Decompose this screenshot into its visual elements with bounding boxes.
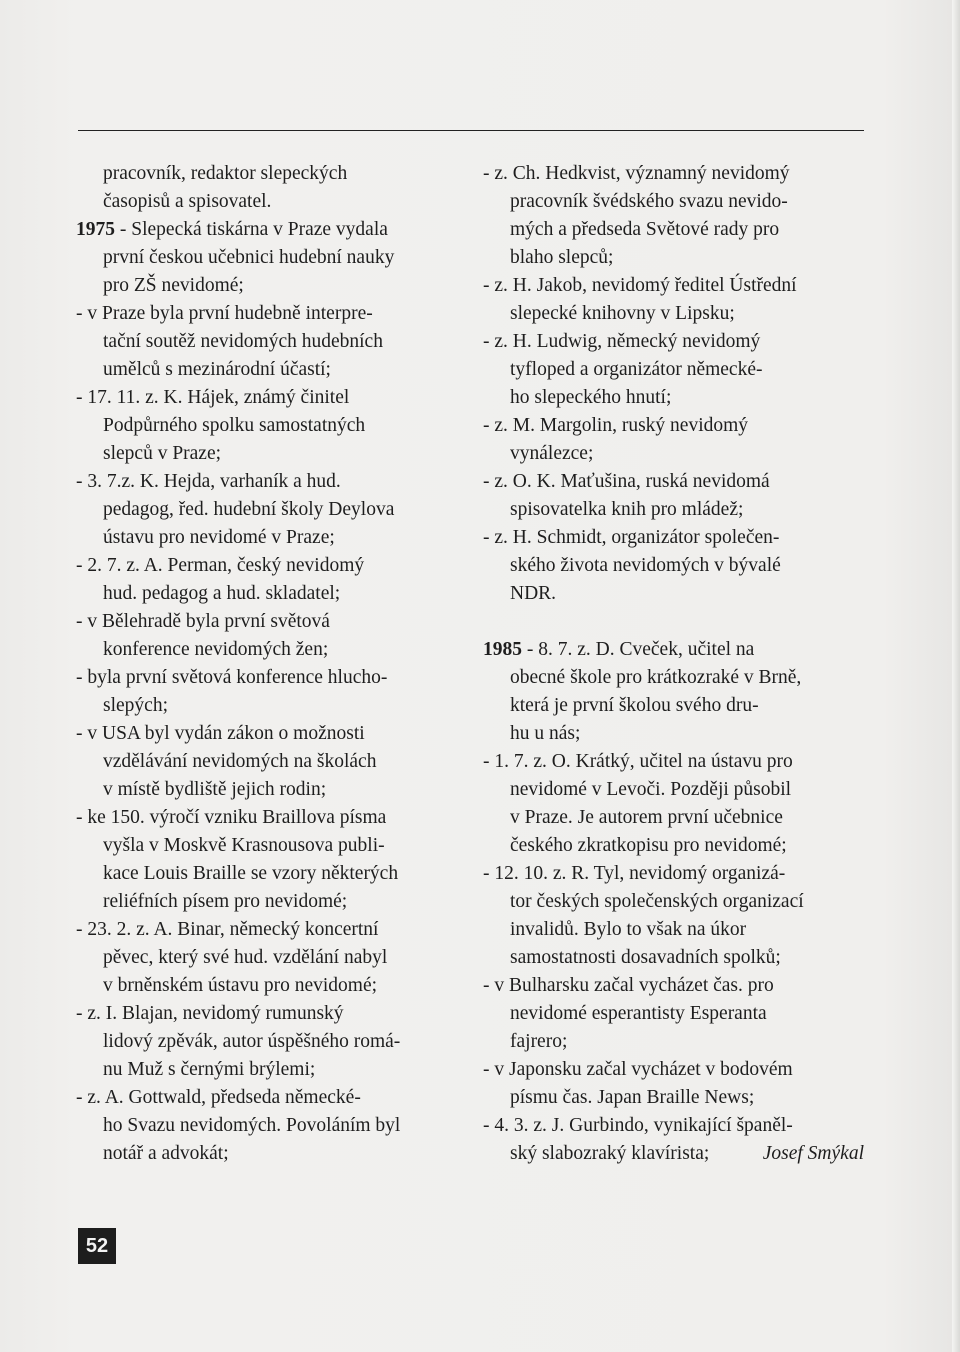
- entry-line: samostatnosti dosavadních spolků;: [510, 947, 781, 968]
- entry-line: slepých;: [103, 695, 168, 716]
- entry-line: vynálezce;: [510, 443, 594, 464]
- entry-line: vzdělávání nevidomých na školách: [103, 751, 377, 772]
- entry-line: NDR.: [510, 583, 557, 604]
- entry-line: kace Louis Braille se vzory některých: [103, 863, 399, 884]
- chronology-entry: [76, 804, 476, 916]
- entry-line: hud. pedagog a hud. skladatel;: [103, 583, 341, 604]
- entry-line: ho slepeckého hnutí;: [510, 387, 672, 408]
- chronology-entry: [76, 608, 476, 664]
- entry-line: - z. H. Schmidt, organizátor společen-: [483, 527, 780, 548]
- entry-line: - v Bulharsku začal vycházet čas. pro: [483, 975, 774, 996]
- header-rule: [78, 130, 864, 131]
- entry-line: - v Bělehradě byla první světová: [76, 611, 330, 632]
- entry-line: - ke 150. výročí vzniku Braillova písma: [76, 807, 387, 828]
- entry-line: - z. I. Blajan, nevidomý rumunský: [76, 1003, 344, 1024]
- entry-line-text: - Slepecká tiskárna v Praze vydala: [115, 219, 388, 240]
- entry-line: pracovník švédského svazu nevido-: [510, 191, 788, 212]
- entry-line: Podpůrného spolku samostatných: [103, 415, 366, 436]
- entry-line: hu u nás;: [510, 723, 581, 744]
- entry-line: blaho slepců;: [510, 247, 614, 268]
- chronology-entry: [483, 636, 878, 748]
- entry-line: v brněnském ústavu pro nevidomé;: [103, 975, 378, 996]
- paragraph-gap: [483, 608, 878, 636]
- entry-line: spisovatelka knih pro mládež;: [510, 499, 744, 520]
- chronology-entry: [76, 1000, 476, 1084]
- entry-line: notář a advokát;: [103, 1143, 229, 1164]
- chronology-entry: [76, 916, 476, 1000]
- chronology-entry: [483, 272, 878, 328]
- chronology-entry: [76, 468, 476, 552]
- chronology-entry: [483, 468, 878, 524]
- entry-line: tyfloped a organizátor německé-: [510, 359, 763, 380]
- chronology-entry: [76, 664, 476, 720]
- page-number-badge: 52: [78, 1228, 116, 1264]
- entry-line: - v Praze byla první hudebně interpre-: [76, 303, 373, 324]
- entry-line: ský slabozraký klavírista;: [510, 1143, 710, 1164]
- chronology-entry: [483, 328, 878, 412]
- chronology-entry: [76, 160, 476, 216]
- entry-line: - 23. 2. z. A. Binar, německý koncertní: [76, 919, 379, 940]
- entry-line: - 2. 7. z. A. Perman, český nevidomý: [76, 555, 365, 576]
- entry-line: pěvec, který své hud. vzdělání nabyl: [103, 947, 388, 968]
- entry-line: časopisů a spisovatel.: [103, 191, 272, 212]
- entry-line: první českou učebnici hudební nauky: [103, 247, 395, 268]
- entry-line: - v USA byl vydán zákon o možnosti: [76, 723, 365, 744]
- entry-line: nevidomé esperantisty Esperanta: [510, 1003, 767, 1024]
- entry-line: obecné škole pro krátkozraké v Brně,: [510, 667, 802, 688]
- entry-line: - z. O. K. Maťušina, ruská nevidomá: [483, 471, 770, 492]
- chronology-entry: [483, 1056, 878, 1112]
- entry-line: v Praze. Je autorem první učebnice: [510, 807, 783, 828]
- entry-line: ského života nevidomých v bývalé: [510, 555, 781, 576]
- entry-line: ho Svazu nevidomých. Povoláním byl: [103, 1115, 401, 1136]
- chronology-entry: [483, 160, 878, 272]
- entry-line: reliéfních písem pro nevidomé;: [103, 891, 348, 912]
- entry-line-text: - 8. 7. z. D. Cveček, učitel na: [522, 639, 755, 660]
- entry-line: [76, 216, 476, 244]
- entry-line: písmu čas. Japan Braille News;: [510, 1087, 755, 1108]
- chronology-entry: [483, 972, 878, 1056]
- entry-line: umělců s mezinárodní účastí;: [103, 359, 331, 380]
- entry-year: 1975: [76, 219, 115, 240]
- left-column: [76, 160, 476, 1168]
- entry-line: - byla první světová konference hlucho-: [76, 667, 388, 688]
- chronology-entry: [76, 720, 476, 804]
- entry-line: - z. A. Gottwald, předseda německé-: [76, 1087, 361, 1108]
- chronology-entry: [76, 552, 476, 608]
- entry-line: fajrero;: [510, 1031, 568, 1052]
- right-column: [483, 160, 878, 1168]
- entry-line: - 12. 10. z. R. Tyl, nevidomý organizá-: [483, 863, 786, 884]
- entry-line: českého zkratkopisu pro nevidomé;: [510, 835, 787, 856]
- chronology-entry: [483, 860, 878, 972]
- chronology-entry: [483, 524, 878, 608]
- author-signature: Josef Smýkal: [762, 1143, 864, 1164]
- entry-line: mých a předseda Světové rady pro: [510, 219, 780, 240]
- chronology-entry: [76, 1084, 476, 1168]
- chronology-entry: [76, 216, 476, 300]
- chronology-entry: [483, 748, 878, 860]
- entry-line: slepecké knihovny v Lipsku;: [510, 303, 735, 324]
- entry-line: tační soutěž nevidomých hudebních: [103, 331, 383, 352]
- page-edge: [952, 0, 960, 1352]
- entry-line: [483, 636, 878, 664]
- entry-line: - z. H. Jakob, nevidomý ředitel Ústřední: [483, 275, 797, 296]
- entry-line: vyšla v Moskvě Krasnousova publi-: [103, 835, 385, 856]
- entry-line: v místě bydliště jejich rodin;: [103, 779, 327, 800]
- entry-line: - 17. 11. z. K. Hájek, známý činitel: [76, 387, 350, 408]
- entry-line: ústavu pro nevidomé v Praze;: [103, 527, 335, 548]
- chronology-entry: [76, 384, 476, 468]
- entry-line: - 4. 3. z. J. Gurbindo, vynikající španěl-: [483, 1115, 793, 1136]
- entry-line: - z. M. Margolin, ruský nevidomý: [483, 415, 749, 436]
- entry-year: 1985: [483, 639, 522, 660]
- entry-line: nu Muž s černými brýlemi;: [103, 1059, 316, 1080]
- entry-line: - z. Ch. Hedkvist, významný nevidomý: [483, 163, 790, 184]
- entry-line: lidový zpěvák, autor úspěšného romá-: [103, 1031, 401, 1052]
- entry-line: tor českých společenských organizací: [510, 891, 804, 912]
- entry-line: konference nevidomých žen;: [103, 639, 329, 660]
- entry-line: - 1. 7. z. O. Krátký, učitel na ústavu pro: [483, 751, 793, 772]
- entry-line: nevidomé v Levoči. Později působil: [510, 779, 792, 800]
- entry-line: pro ZŠ nevidomé;: [103, 275, 244, 296]
- entry-line: - z. H. Ludwig, německý nevidomý: [483, 331, 761, 352]
- entry-line: která je první školou svého dru-: [510, 695, 759, 716]
- signature-block: [483, 1140, 878, 1168]
- chronology-entry: [76, 300, 476, 384]
- chronology-entry: [483, 412, 878, 468]
- entry-line: - 3. 7.z. K. Hejda, varhaník a hud.: [76, 471, 341, 492]
- entry-line: pedagog, řed. hudební školy Deylova: [103, 499, 395, 520]
- entry-line: invalidů. Bylo to však na úkor: [510, 919, 747, 940]
- entry-line: pracovník, redaktor slepeckých: [103, 163, 348, 184]
- entry-line: slepců v Praze;: [103, 443, 222, 464]
- entry-line: - v Japonsku začal vycházet v bodovém: [483, 1059, 793, 1080]
